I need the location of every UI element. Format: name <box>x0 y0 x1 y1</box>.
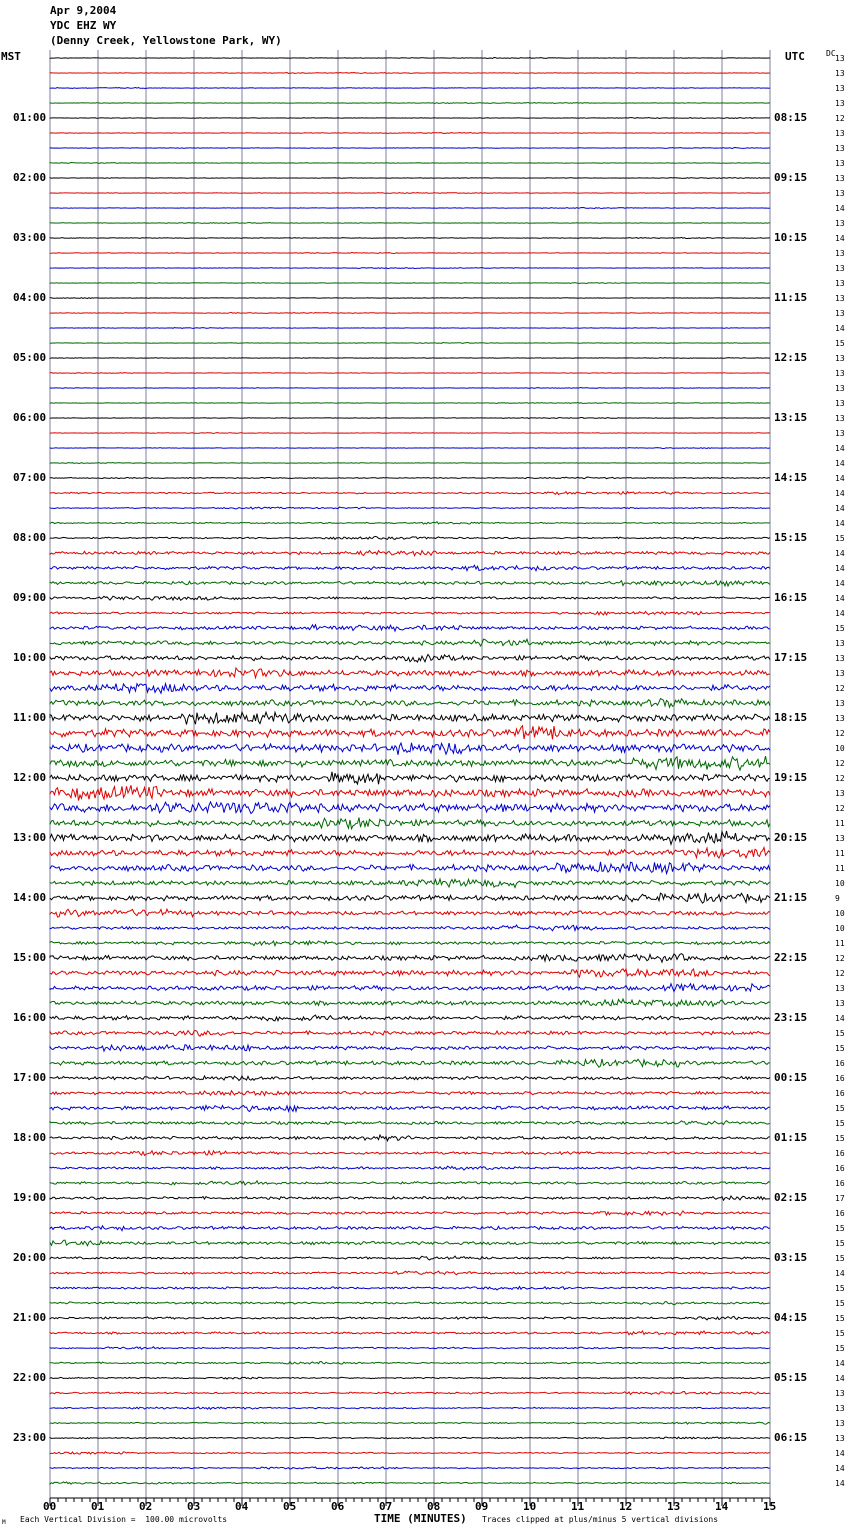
dc-offset-value: 13 <box>835 309 845 318</box>
trace-red <box>50 1392 770 1395</box>
trace-green <box>50 999 770 1006</box>
dc-offset-value: 15 <box>835 1044 845 1053</box>
dc-offset-value: 13 <box>835 54 845 63</box>
dc-offset-value: 13 <box>835 399 845 408</box>
trace-black <box>50 1196 770 1200</box>
dc-offset-value: 16 <box>835 1149 845 1158</box>
dc-offset-value: 13 <box>835 1404 845 1413</box>
trace-green <box>50 1181 770 1185</box>
trace-green <box>50 522 770 524</box>
trace-red <box>50 373 770 374</box>
trace-green <box>50 223 770 224</box>
dc-offset-value: 13 <box>835 129 845 138</box>
dc-offset-value: 15 <box>835 1299 845 1308</box>
trace-blue <box>50 1286 770 1289</box>
right-hour-label: 17:15 <box>774 651 808 664</box>
dc-offset-value: 14 <box>835 594 845 603</box>
trace-black <box>50 1015 770 1021</box>
dc-offset-value: 13 <box>835 789 845 798</box>
left-hour-label: 03:00 <box>13 231 47 244</box>
dc-offset-value: 14 <box>835 489 845 498</box>
trace-black <box>50 418 770 419</box>
dc-offset-value: 15 <box>835 1344 845 1353</box>
dc-offset-value: 13 <box>835 639 845 648</box>
trace-black <box>50 654 770 662</box>
plot-date: Apr 9,2004 <box>50 4 117 17</box>
trace-black <box>50 1135 770 1141</box>
scale-note: Each Vertical Division = 100.00 microvolts <box>20 1515 228 1524</box>
dc-offset-value: 14 <box>835 519 845 528</box>
left-hour-label: 09:00 <box>13 591 47 604</box>
dc-offset-value: 13 <box>835 384 845 393</box>
x-tick-label: 06 <box>331 1500 345 1513</box>
trace-blue <box>50 388 770 389</box>
dc-offset-value: 14 <box>835 1269 845 1278</box>
dc-offset-value: 10 <box>835 924 845 933</box>
trace-black <box>50 831 770 844</box>
trace-black <box>50 1076 770 1081</box>
dc-offset-value: 15 <box>835 1254 845 1263</box>
trace-green <box>50 1059 770 1067</box>
trace-black <box>50 477 770 479</box>
dc-offset-value: 15 <box>835 534 845 543</box>
trace-black <box>50 1256 770 1260</box>
right-hour-label: 03:15 <box>774 1251 808 1264</box>
dc-offset-value: 12 <box>835 114 845 123</box>
trace-blue <box>50 684 770 694</box>
dc-offset-value: 11 <box>835 864 845 873</box>
trace-red <box>50 193 770 194</box>
trace-red <box>50 492 770 495</box>
dc-offset-value: 14 <box>835 459 845 468</box>
right-hour-label: 20:15 <box>774 831 808 844</box>
right-hour-label: 23:15 <box>774 1011 808 1024</box>
trace-black <box>50 237 770 238</box>
dc-offset-value: 12 <box>835 729 845 738</box>
trace-red <box>50 612 770 615</box>
x-tick-label: 13 <box>667 1500 681 1513</box>
dc-offset-value: 14 <box>835 1464 845 1473</box>
right-hour-label: 21:15 <box>774 891 808 904</box>
right-hour-label: 02:15 <box>774 1191 808 1204</box>
trace-blue <box>50 1226 770 1231</box>
trace-blue <box>50 207 770 208</box>
trace-black <box>50 954 770 963</box>
left-hour-label: 08:00 <box>13 531 47 544</box>
dc-offset-value: 13 <box>835 699 845 708</box>
trace-red <box>50 1151 770 1156</box>
left-hour-label: 14:00 <box>13 891 47 904</box>
right-hour-label: 22:15 <box>774 951 808 964</box>
trace-red <box>50 1331 770 1335</box>
trace-green <box>50 879 770 888</box>
left-hour-label: 01:00 <box>13 111 47 124</box>
left-hour-label: 04:00 <box>13 291 47 304</box>
left-hour-label: 21:00 <box>13 1311 47 1324</box>
x-tick-label: 00 <box>43 1500 57 1513</box>
trace-black <box>50 58 770 59</box>
trace-green <box>50 103 770 104</box>
trace-blue <box>50 448 770 449</box>
x-tick-label: 09 <box>475 1500 489 1513</box>
dc-offset-value: 10 <box>835 744 845 753</box>
dc-offset-value: 13 <box>835 414 845 423</box>
dc-offset-value: 12 <box>835 759 845 768</box>
trace-blue <box>50 1407 770 1409</box>
trace-green <box>50 941 770 946</box>
dc-offset-value: 12 <box>835 969 845 978</box>
trace-black <box>50 536 770 539</box>
left-hour-label: 17:00 <box>13 1071 47 1084</box>
dc-offset-value: 13 <box>835 249 845 258</box>
trace-green <box>50 1302 770 1305</box>
dc-offset-value: 14 <box>835 1374 845 1383</box>
trace-black <box>50 358 770 359</box>
trace-red <box>50 909 770 917</box>
right-hour-label: 01:15 <box>774 1131 808 1144</box>
dc-offset-value: 13 <box>835 1434 845 1443</box>
dc-offset-value: 13 <box>835 294 845 303</box>
trace-green <box>50 639 770 646</box>
dc-offset-value: 11 <box>835 819 845 828</box>
dc-offset-value: 15 <box>835 1329 845 1338</box>
trace-blue <box>50 862 770 874</box>
dc-offset-value: 14 <box>835 204 845 213</box>
x-tick-label: 15 <box>763 1500 777 1513</box>
trace-blue <box>50 1166 770 1170</box>
trace-blue <box>50 802 770 814</box>
x-tick-label: 07 <box>379 1500 393 1513</box>
trace-red <box>50 1030 770 1036</box>
trace-red <box>50 133 770 134</box>
right-hour-label: 14:15 <box>774 471 808 484</box>
x-tick-label: 01 <box>91 1500 105 1513</box>
x-tick-label: 10 <box>523 1500 537 1513</box>
dc-offset-value: 13 <box>835 219 845 228</box>
dc-offset-value: 13 <box>835 654 845 663</box>
left-hour-label: 06:00 <box>13 411 47 424</box>
trace-red <box>50 668 770 678</box>
dc-offset-value: 15 <box>835 1224 845 1233</box>
trace-green <box>50 1422 770 1424</box>
right-hour-label: 04:15 <box>774 1311 808 1324</box>
dc-offset-value: 14 <box>835 504 845 513</box>
trace-black <box>50 1316 770 1320</box>
trace-blue <box>50 1045 770 1051</box>
left-hour-label: 13:00 <box>13 831 47 844</box>
x-axis-title: TIME (MINUTES) <box>374 1512 467 1525</box>
trace-black <box>50 298 770 299</box>
trace-blue <box>50 1105 770 1111</box>
dc-offset-value: 12 <box>835 804 845 813</box>
dc-offset-value: 16 <box>835 1089 845 1098</box>
dc-offset-value: 13 <box>835 264 845 273</box>
clip-note: Traces clipped at plus/minus 5 vertical divisions <box>482 1515 719 1524</box>
trace-green <box>50 1361 770 1364</box>
right-hour-label: 06:15 <box>774 1431 808 1444</box>
trace-green <box>50 1482 770 1484</box>
dc-offset-value: 14 <box>835 234 845 243</box>
trace-red <box>50 253 770 254</box>
trace-red <box>50 433 770 434</box>
dc-offset-value: 14 <box>835 579 845 588</box>
dc-offset-value: 13 <box>835 189 845 198</box>
dc-offset-value: 16 <box>835 1059 845 1068</box>
dc-offset-value: 13 <box>835 84 845 93</box>
left-hour-label: 12:00 <box>13 771 47 784</box>
dc-offset-value: 14 <box>835 1479 845 1488</box>
trace-black <box>50 1437 770 1439</box>
right-hour-label: 11:15 <box>774 291 808 304</box>
dc-offset-value: 11 <box>835 939 845 948</box>
trace-green <box>50 463 770 464</box>
dc-offset-value: 15 <box>835 1104 845 1113</box>
dc-offset-value: 9 <box>835 894 840 903</box>
station-location: (Denny Creek, Yellowstone Park, WY) <box>50 34 282 47</box>
right-hour-label: 16:15 <box>774 591 808 604</box>
trace-blue <box>50 984 770 992</box>
dc-offset-value: 15 <box>835 1134 845 1143</box>
right-timezone-label: UTC <box>785 50 805 63</box>
trace-red <box>50 785 770 800</box>
left-hour-label: 18:00 <box>13 1131 47 1144</box>
left-hour-label: 10:00 <box>13 651 47 664</box>
trace-green <box>50 343 770 344</box>
dc-offset-value: 13 <box>835 1389 845 1398</box>
trace-green <box>50 163 770 164</box>
dc-offset-value: 16 <box>835 1209 845 1218</box>
dc-offset-value: 13 <box>835 369 845 378</box>
trace-red <box>50 1452 770 1454</box>
dc-label: DC <box>826 49 836 58</box>
trace-blue <box>50 743 770 755</box>
dc-offset-value: 15 <box>835 624 845 633</box>
dc-offset-value: 14 <box>835 1359 845 1368</box>
dc-offset-value: 13 <box>835 834 845 843</box>
left-hour-label: 16:00 <box>13 1011 47 1024</box>
dc-offset-value: 15 <box>835 1029 845 1038</box>
trace-blue <box>50 625 770 631</box>
trace-red <box>50 313 770 314</box>
right-hour-label: 13:15 <box>774 411 808 424</box>
trace-black <box>50 118 770 119</box>
x-tick-label: 04 <box>235 1500 249 1513</box>
left-hour-label: 02:00 <box>13 171 47 184</box>
trace-black <box>50 1377 770 1379</box>
left-hour-label: 22:00 <box>13 1371 47 1384</box>
footer-mark: M <box>2 1519 6 1526</box>
right-hour-label: 12:15 <box>774 351 808 364</box>
x-tick-label: 14 <box>715 1500 729 1513</box>
trace-blue <box>50 1347 770 1349</box>
trace-green <box>50 818 770 829</box>
trace-blue <box>50 268 770 269</box>
trace-green <box>50 1240 770 1246</box>
dc-offset-value: 13 <box>835 159 845 168</box>
dc-offset-value: 11 <box>835 849 845 858</box>
x-tick-label: 11 <box>571 1500 585 1513</box>
dc-offset-value: 15 <box>835 1284 845 1293</box>
trace-red <box>50 726 770 740</box>
left-hour-label: 19:00 <box>13 1191 47 1204</box>
left-hour-label: 05:00 <box>13 351 47 364</box>
trace-black <box>50 712 770 724</box>
dc-offset-value: 15 <box>835 1314 845 1323</box>
dc-offset-value: 14 <box>835 1014 845 1023</box>
trace-black <box>50 596 770 600</box>
right-hour-label: 18:15 <box>774 711 808 724</box>
dc-offset-value: 13 <box>835 144 845 153</box>
trace-red <box>50 969 770 977</box>
trace-black <box>50 178 770 179</box>
x-tick-label: 12 <box>619 1500 633 1513</box>
trace-blue <box>50 925 770 931</box>
dc-offset-value: 14 <box>835 609 845 618</box>
dc-offset-value: 14 <box>835 1449 845 1458</box>
trace-black <box>50 772 770 785</box>
trace-red <box>50 1091 770 1096</box>
dc-offset-value: 14 <box>835 549 845 558</box>
dc-offset-value: 16 <box>835 1164 845 1173</box>
trace-red <box>50 73 770 74</box>
dc-offset-value: 14 <box>835 324 845 333</box>
dc-offset-value: 13 <box>835 714 845 723</box>
left-timezone-label: MST <box>1 50 21 63</box>
dc-offset-value: 13 <box>835 429 845 438</box>
trace-green <box>50 756 770 770</box>
right-hour-label: 08:15 <box>774 111 808 124</box>
left-hour-label: 07:00 <box>13 471 47 484</box>
dc-offset-value: 15 <box>835 1239 845 1248</box>
dc-offset-value: 12 <box>835 684 845 693</box>
dc-offset-value: 16 <box>835 1074 845 1083</box>
trace-green <box>50 581 770 586</box>
dc-offset-value: 13 <box>835 99 845 108</box>
left-hour-label: 11:00 <box>13 711 47 724</box>
dc-offset-value: 15 <box>835 1119 845 1128</box>
x-tick-label: 03 <box>187 1500 201 1513</box>
trace-blue <box>50 507 770 509</box>
trace-green <box>50 403 770 404</box>
x-tick-label: 02 <box>139 1500 153 1513</box>
trace-green <box>50 283 770 284</box>
x-tick-label: 08 <box>427 1500 441 1513</box>
dc-offset-value: 14 <box>835 564 845 573</box>
dc-offset-value: 17 <box>835 1194 845 1203</box>
right-hour-label: 19:15 <box>774 771 808 784</box>
dc-offset-value: 12 <box>835 954 845 963</box>
dc-offset-value: 13 <box>835 999 845 1008</box>
dc-offset-value: 14 <box>835 444 845 453</box>
right-hour-label: 15:15 <box>774 531 808 544</box>
trace-blue <box>50 88 770 89</box>
trace-blue <box>50 148 770 149</box>
trace-blue <box>50 565 770 570</box>
trace-blue <box>50 1467 770 1469</box>
trace-red <box>50 1211 770 1216</box>
trace-red <box>50 1271 770 1275</box>
right-hour-label: 09:15 <box>774 171 808 184</box>
left-hour-label: 15:00 <box>13 951 47 964</box>
x-tick-label: 05 <box>283 1500 297 1513</box>
dc-offset-value: 13 <box>835 174 845 183</box>
right-hour-label: 10:15 <box>774 231 808 244</box>
dc-offset-value: 13 <box>835 984 845 993</box>
right-hour-label: 00:15 <box>774 1071 808 1084</box>
dc-offset-value: 13 <box>835 354 845 363</box>
dc-offset-value: 13 <box>835 669 845 678</box>
trace-green <box>50 698 770 707</box>
trace-red <box>50 551 770 556</box>
dc-offset-value: 13 <box>835 279 845 288</box>
left-hour-label: 23:00 <box>13 1431 47 1444</box>
station-code: YDC EHZ WY <box>50 19 117 32</box>
dc-offset-value: 10 <box>835 909 845 918</box>
trace-green <box>50 1121 770 1125</box>
dc-offset-value: 15 <box>835 339 845 348</box>
right-hour-label: 05:15 <box>774 1371 808 1384</box>
trace-blue <box>50 328 770 329</box>
dc-offset-value: 12 <box>835 774 845 783</box>
trace-red <box>50 847 770 858</box>
dc-offset-value: 13 <box>835 69 845 78</box>
dc-offset-value: 10 <box>835 879 845 888</box>
dc-offset-value: 13 <box>835 1419 845 1428</box>
dc-offset-value: 16 <box>835 1179 845 1188</box>
trace-black <box>50 893 770 903</box>
dc-offset-value: 14 <box>835 474 845 483</box>
left-hour-label: 20:00 <box>13 1251 47 1264</box>
